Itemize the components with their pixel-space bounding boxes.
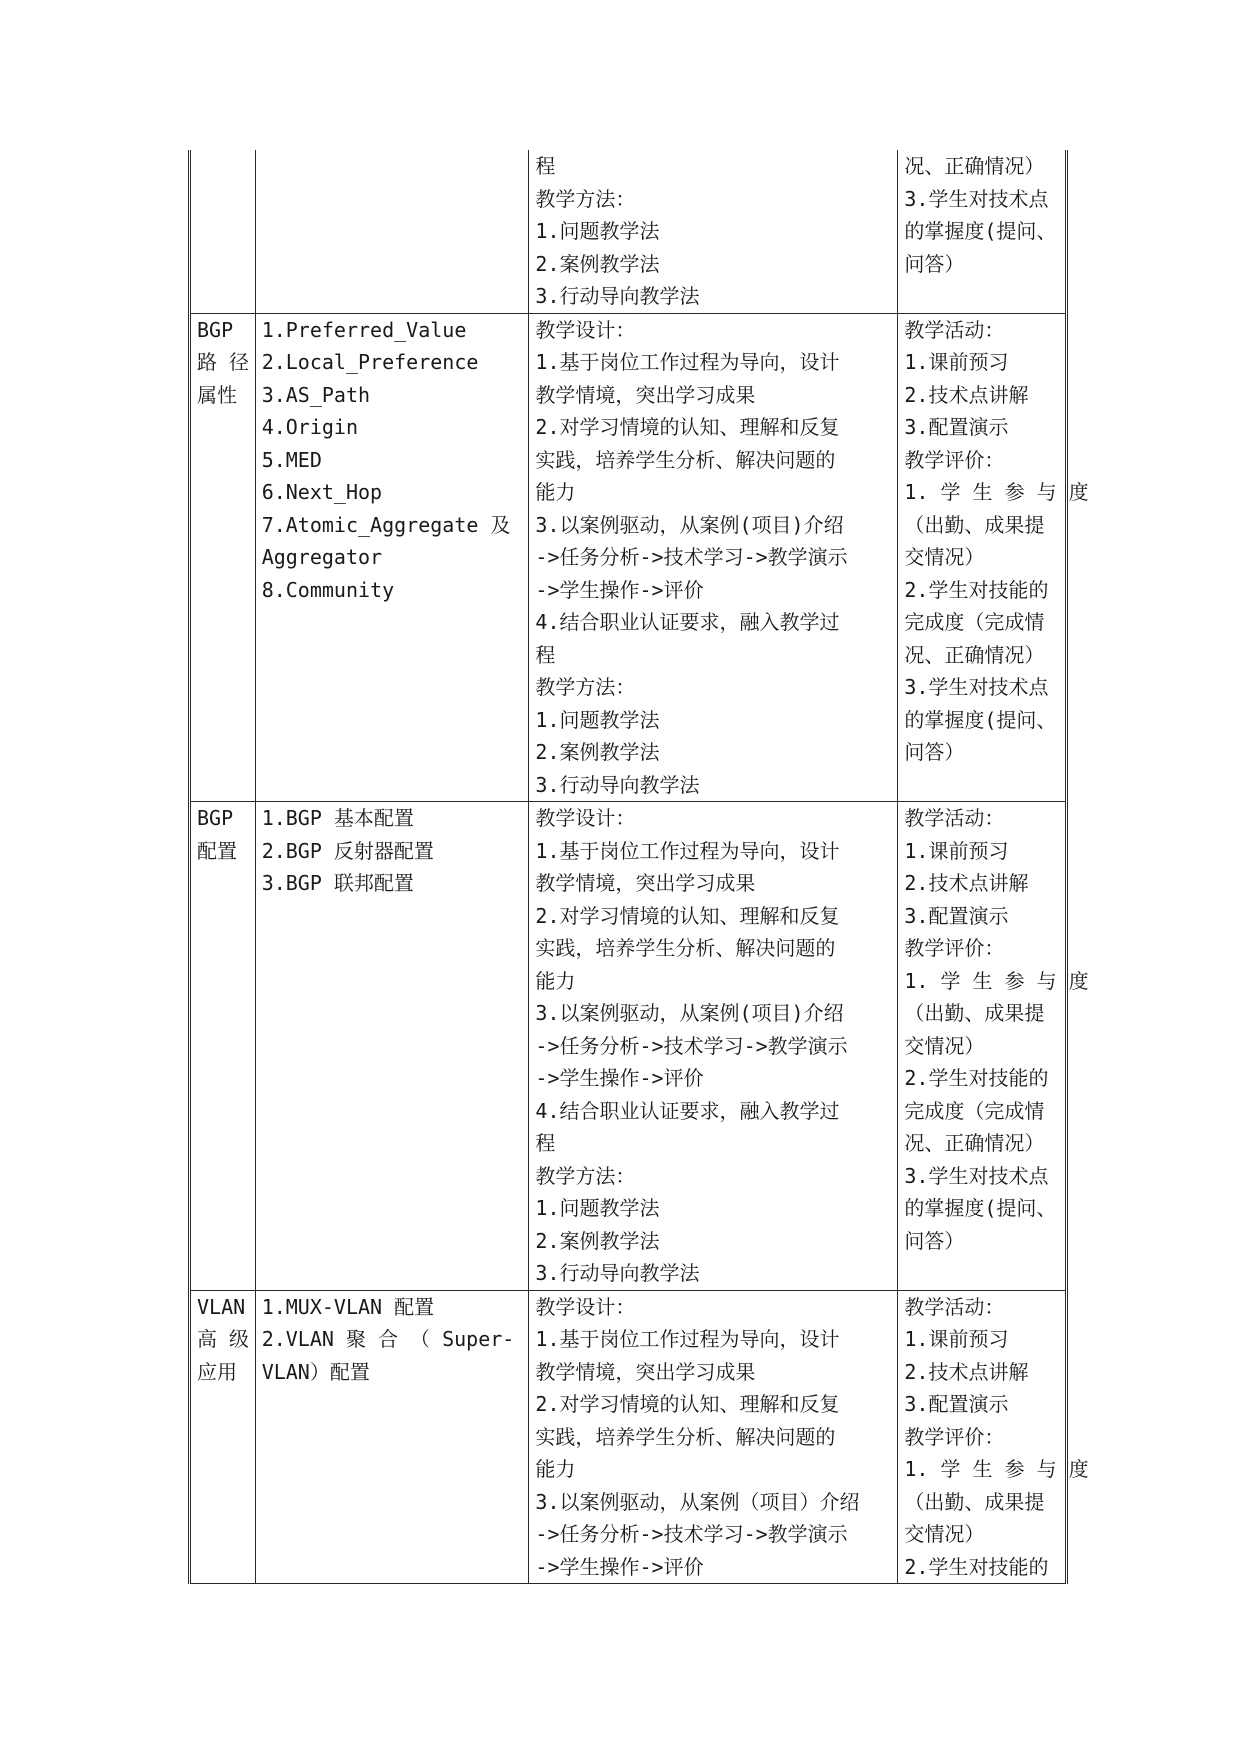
cell-line: 1.基于岗位工作过程为导向，设计 <box>535 838 840 863</box>
cell-line: 教学设计： <box>535 806 636 830</box>
table-row <box>190 150 1067 313</box>
cell-line: ->学生操作->评价 <box>535 577 704 602</box>
cell-line: 教学设计： <box>535 1294 636 1319</box>
cell-line: 4.Origin <box>261 415 359 439</box>
activity-cell <box>898 802 1089 1291</box>
cell-line: 6.Next_Hop <box>261 480 383 504</box>
cell-line: 2.案例教学法 <box>535 740 660 764</box>
content-cell <box>255 1290 529 1584</box>
cell-line: 路 径 <box>197 350 250 374</box>
cell-line: 教学情境，突出学习成果 <box>535 871 756 895</box>
cell-line: 教学方法： <box>535 186 636 211</box>
cell-line: 交情况） <box>904 545 985 569</box>
cell-line: 交情况） <box>904 1033 985 1058</box>
cell-line: 4.结合职业认证要求，融入教学过 <box>535 610 840 634</box>
cell-line: （出勤、成果提 <box>904 1489 1045 1514</box>
activity-cell <box>898 1290 1089 1584</box>
cell-line: 1.课前预习 <box>904 838 1009 863</box>
cell-line: 1.问题教学法 <box>535 219 660 243</box>
table-row <box>190 1290 1067 1584</box>
cell-line: 完成度（完成情 <box>904 1098 1045 1123</box>
cell-line: 教学情境，突出学习成果 <box>535 382 756 407</box>
cell-line: 能力 <box>535 1457 576 1481</box>
cell-line: 3.学生对技术点 <box>904 1163 1049 1188</box>
cell-line: 教学方法： <box>535 675 636 699</box>
cell-line: 1.课前预习 <box>904 350 1009 374</box>
cell-line: 程 <box>535 154 556 178</box>
cell-line: 教学评价： <box>904 447 1005 472</box>
cell-line: 3.学生对技术点 <box>904 186 1049 211</box>
activity-cell <box>898 150 1067 313</box>
cell-line: 1.基于岗位工作过程为导向，设计 <box>535 350 840 374</box>
cell-line: 2.对学习情境的认知、理解和反复 <box>535 1392 840 1416</box>
cell-line: 完成度（完成情 <box>904 610 1045 634</box>
cell-line: 况、正确情况） <box>904 642 1045 667</box>
cell-line: 1.MUX-VLAN 配置 <box>261 1294 435 1319</box>
cell-line: 实践，培养学生分析、解决问题的 <box>535 1424 836 1449</box>
cell-line: VLAN <box>197 1294 246 1319</box>
design-cell <box>529 150 898 313</box>
cell-line: 1.课前预习 <box>904 1327 1009 1351</box>
cell-line: ->任务分析->技术学习->教学演示 <box>535 1033 848 1058</box>
cell-line: 程 <box>535 642 556 667</box>
cell-line: 7.Atomic_Aggregate 及 <box>261 512 511 537</box>
design-cell <box>529 802 898 1291</box>
syllabus-table-body <box>190 150 1089 1584</box>
cell-line: 3.行动导向教学法 <box>535 772 700 797</box>
cell-line: 2.学生对技能的 <box>904 577 1049 602</box>
cell-line: ->学生操作->评价 <box>535 1066 704 1090</box>
cell-line: 2.技术点讲解 <box>904 382 1029 407</box>
topic-cell <box>190 313 256 802</box>
cell-line: 1. 学 生 参 与 度 <box>904 480 1089 504</box>
table-row <box>190 313 1067 802</box>
cell-line: 2.Local_Preference <box>261 350 479 374</box>
cell-line: 1.基于岗位工作过程为导向，设计 <box>535 1327 840 1351</box>
cell-line: 教学活动： <box>904 1294 1005 1319</box>
cell-line: 3.行动导向教学法 <box>535 1261 700 1285</box>
cell-line: 问答） <box>904 251 965 276</box>
cell-line: 的掌握度(提问、 <box>904 1196 1057 1220</box>
cell-line: 1. 学 生 参 与 度 <box>904 1457 1089 1481</box>
cell-line: 实践，培养学生分析、解决问题的 <box>535 936 836 960</box>
design-cell <box>529 313 898 802</box>
cell-line: 3.AS_Path <box>261 382 371 407</box>
cell-line: 2.学生对技能的 <box>904 1554 1049 1579</box>
cell-line: ->学生操作->评价 <box>535 1554 704 1579</box>
cell-line: 2.技术点讲解 <box>904 1359 1029 1384</box>
cell-line: 教学活动： <box>904 806 1005 830</box>
cell-line: 属性 <box>197 382 237 407</box>
cell-line: 能力 <box>535 968 576 993</box>
content-cell <box>255 313 529 802</box>
cell-line: 1.BGP 基本配置 <box>261 806 414 830</box>
cell-line: 2.案例教学法 <box>535 1228 660 1253</box>
cell-line: 3.以案例驱动，从案例(项目)介绍 <box>535 1001 844 1025</box>
cell-line: 2.学生对技能的 <box>904 1066 1049 1090</box>
cell-line: 况、正确情况） <box>904 1131 1045 1155</box>
cell-line: 5.MED <box>261 447 322 472</box>
cell-line: 2.对学习情境的认知、理解和反复 <box>535 903 840 928</box>
cell-line: 教学设计： <box>535 317 636 342</box>
cell-line: 问答） <box>904 740 965 764</box>
cell-line: 3.配置演示 <box>904 415 1009 439</box>
cell-line: 交情况） <box>904 1522 985 1546</box>
cell-line: 配置 <box>197 838 237 863</box>
cell-line: 3.以案例驱动，从案例(项目)介绍 <box>535 512 844 537</box>
cell-line: 程 <box>535 1131 556 1155</box>
cell-line: 1. 学 生 参 与 度 <box>904 968 1089 993</box>
syllabus-table <box>188 150 1089 1584</box>
cell-line: 教学评价： <box>904 936 1005 960</box>
cell-line: 3.学生对技术点 <box>904 675 1049 699</box>
cell-line: 2.VLAN 聚 合 （ Super- <box>261 1327 515 1351</box>
cell-line: （出勤、成果提 <box>904 1001 1045 1025</box>
cell-line: VLAN）配置 <box>261 1359 370 1384</box>
activity-cell <box>898 313 1089 802</box>
cell-line: 高 级 <box>197 1327 250 1351</box>
cell-line: 2.BGP 反射器配置 <box>261 838 434 863</box>
table-row <box>190 802 1067 1291</box>
cell-line: 4.结合职业认证要求，融入教学过 <box>535 1098 840 1123</box>
cell-line: BGP <box>197 806 234 830</box>
cell-line: 实践，培养学生分析、解决问题的 <box>535 447 836 472</box>
cell-line: ->任务分析->技术学习->教学演示 <box>535 545 848 569</box>
cell-line: 3.以案例驱动，从案例（项目）介绍 <box>535 1489 860 1514</box>
cell-line: 3.配置演示 <box>904 903 1009 928</box>
cell-line: 的掌握度(提问、 <box>904 219 1057 243</box>
cell-line: BGP <box>197 317 234 342</box>
cell-line: 1.问题教学法 <box>535 707 660 732</box>
cell-line: 1.问题教学法 <box>535 1196 660 1220</box>
cell-line: 教学情境，突出学习成果 <box>535 1359 756 1384</box>
cell-line: 教学评价： <box>904 1424 1005 1449</box>
design-cell <box>529 1290 898 1584</box>
topic-cell <box>190 1290 256 1584</box>
cell-line: 况、正确情况） <box>904 154 1045 178</box>
cell-line: 问答） <box>904 1228 965 1253</box>
topic-cell <box>190 802 256 1291</box>
cell-line: 3.BGP 联邦配置 <box>261 871 414 895</box>
cell-line: 教学活动： <box>904 317 1005 342</box>
cell-line: 能力 <box>535 480 576 504</box>
cell-line: （出勤、成果提 <box>904 512 1045 537</box>
cell-line: 1.Preferred_Value <box>261 317 467 342</box>
cell-line: 3.行动导向教学法 <box>535 284 700 308</box>
content-cell <box>255 150 529 313</box>
cell-line: 2.案例教学法 <box>535 251 660 276</box>
cell-line: 8.Community <box>261 577 395 602</box>
cell-line: Aggregator <box>261 545 383 569</box>
cell-line: 应用 <box>197 1359 237 1384</box>
cell-line: 3.配置演示 <box>904 1392 1009 1416</box>
cell-line: 2.对学习情境的认知、理解和反复 <box>535 415 840 439</box>
cell-line: 的掌握度(提问、 <box>904 707 1057 732</box>
topic-cell <box>190 150 256 313</box>
cell-line: 教学方法： <box>535 1163 636 1188</box>
content-cell <box>255 802 529 1291</box>
cell-line: ->任务分析->技术学习->教学演示 <box>535 1522 848 1546</box>
cell-line: 2.技术点讲解 <box>904 871 1029 895</box>
